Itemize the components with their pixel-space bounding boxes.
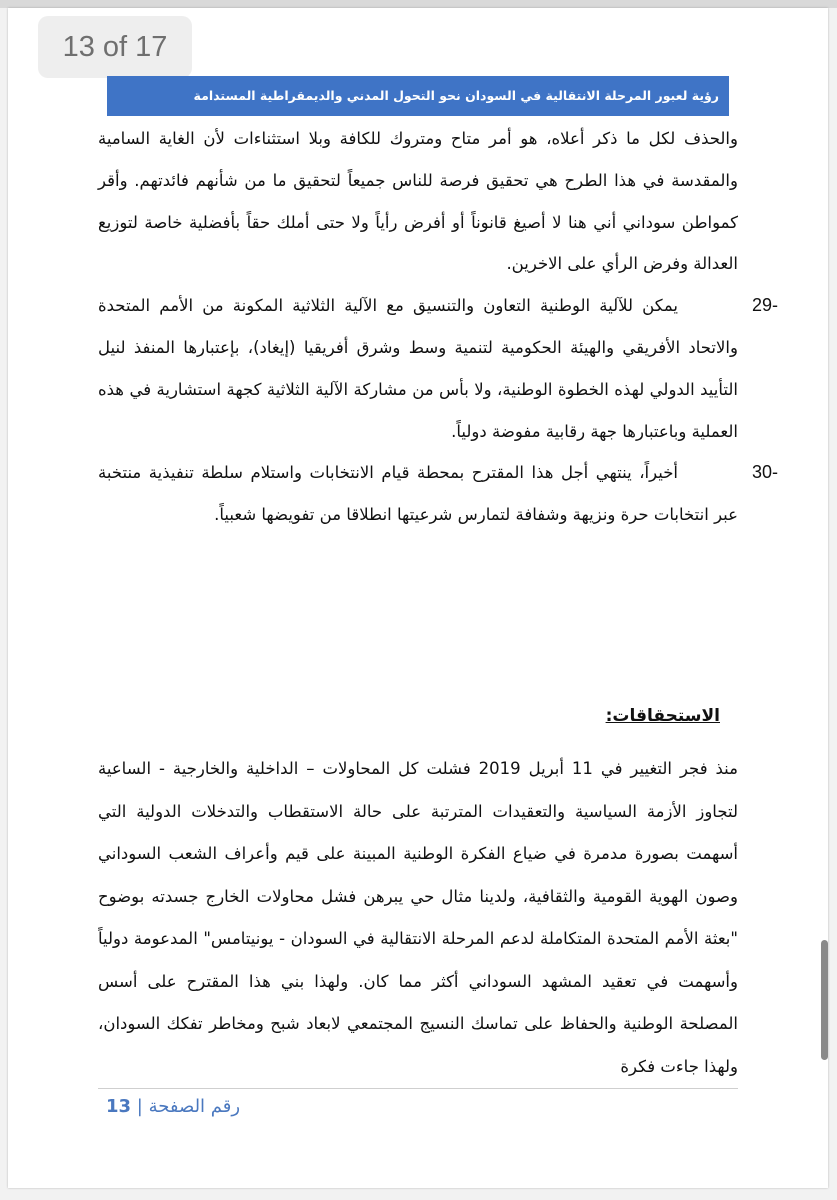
page-footer: [106, 1096, 240, 1117]
paragraph-continuation: والحذف لكل ما ذكر أعلاه، هو أمر متاح ومتروك للكافة وبلا استثناءات لأن الغاية السامية والمقدسة في هذا الطرح هي تحقيق فرصة للناس جميعاً لتحقيق ما من شأنهم فائدتهم. وأقر كمواطن سوداني أني هنا لا أصيغ قانوناً أو أفرض رأياً ولا حتى أملك حقاً بأفضلية خاصة لتوزيع العدالة وفرض الرأي على الاخرين.: [98, 129, 738, 274]
footer-label: رقم الصفحة |: [136, 1096, 241, 1117]
document-page: [8, 8, 828, 1188]
numbered-item-29: [98, 285, 778, 452]
footer-page-number: 13: [106, 1096, 132, 1117]
footer-divider: [98, 1088, 738, 1089]
body-text: [98, 118, 778, 536]
viewer-top-bar: [0, 0, 837, 8]
item-text: أخيراً، ينتهي أجل هذا المقترح بمحطة قيام الانتخابات واستلام سلطة تنفيذية منتخبة عبر انتخابات حرة ونزيهة وشفافة لتمارس شرعيتها انطلاقا من تفويضها شعبياً.: [98, 463, 738, 525]
numbered-item-30: [98, 452, 778, 536]
item-number: 29-: [751, 295, 778, 316]
section-paragraph: منذ فجر التغيير في 11 أبريل 2019 فشلت كل المحاولات – الداخلية والخارجية - الساعية لتجاوز الأزمة السياسية والتعقيدات المترتبة على حالة الاستقطاب والتدخلات الدولية التي أسهمت بصورة مدمرة في ضياع الفكرة الوطنية المبينة على قيم وأعراف الشعب السوداني وصون الهوية القومية والثقافية، ولدينا مثال حي يبرهن فشل محاولات الخارج جسدته بوضوح "بعثة الأمم المتحدة المتكاملة لدعم المرحلة الانتقالية في السودان - يونيتامس" المدعومة دولياً وأسهمت في تعقيد المشهد السوداني أكثر مما كان. ولهذا بني هذا المقترح على أسس المصلحة الوطنية والحفاظ على تماسك النسيج المجتمعي لابعاد شبح ومخاطر تفكك السودان، ولهذا جاءت فكرة: [98, 759, 738, 1076]
page-indicator-badge: 13 of 17: [38, 16, 192, 78]
item-number: 30-: [751, 462, 778, 483]
section-heading-entitlements: الاستحقاقات:: [605, 706, 720, 726]
document-header-banner: رؤية لعبور المرحلة الانتقالية في السودان نحو التحول المدني والديمقراطية المستدامة: [107, 76, 729, 116]
item-text: يمكن للآلية الوطنية التعاون والتنسيق مع الآلية الثلاثية المكونة من الأمم المتحدة والاتحاد الأفريقي والهيئة الحكومية لتنمية وسط وشرق أفريقيا (إيغاد)، بإعتبارها المنفذ لنيل التأييد الدولي لهذه الخطوة الوطنية، ولا بأس من مشاركة الآلية الثلاثية كجهة استشارية في هذه العملية وباعتبارها جهة رقابية مفوضة دولياً.: [98, 296, 738, 441]
vertical-scrollbar-thumb[interactable]: [821, 940, 828, 1060]
